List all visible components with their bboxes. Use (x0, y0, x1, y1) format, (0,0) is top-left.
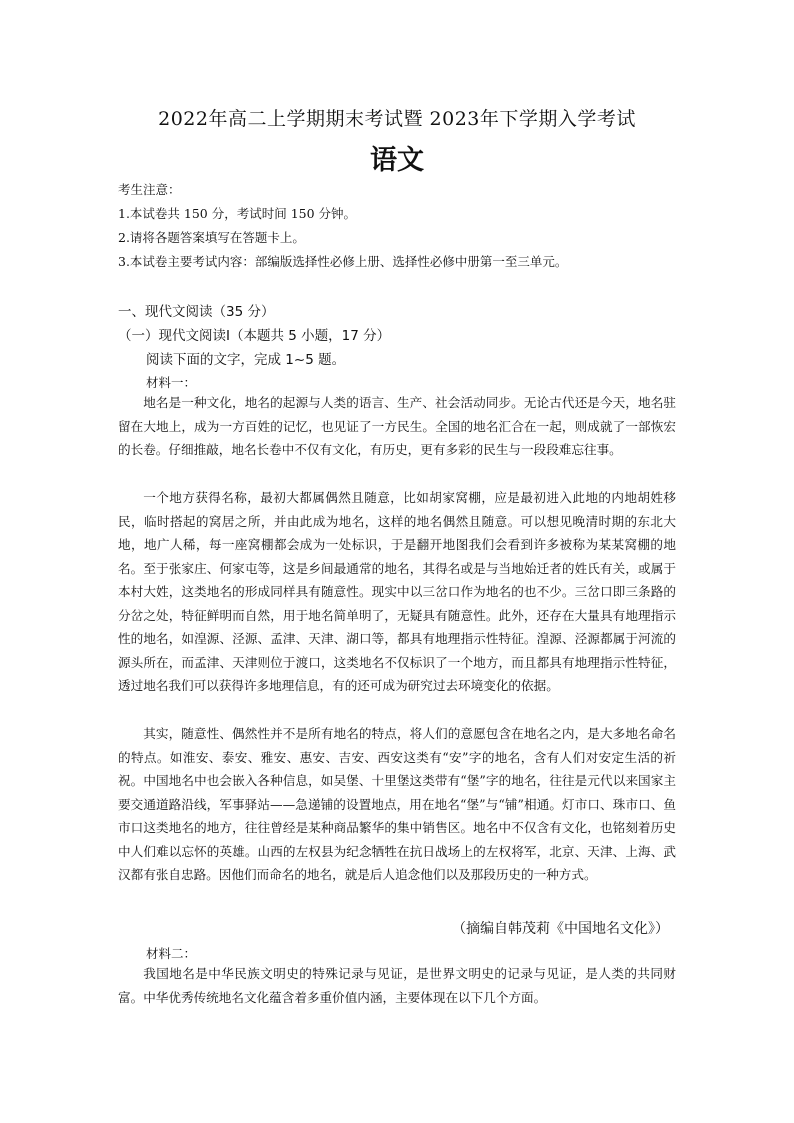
reading-instruction: 阅读下面的文字，完成 1~5 题。 (146, 352, 346, 368)
notice-item: 2.请将各题答案填写在答题卡上。 (118, 230, 305, 245)
source-citation: （摘编自韩茂莉《中国地名文化》） (452, 921, 669, 937)
notice-item: 3.本试卷主要考试内容：部编版选择性必修上册、选择性必修中册第一至三单元。 (118, 254, 568, 269)
subject-title: 语文 (370, 145, 424, 176)
material-label: 材料一： (146, 375, 197, 390)
material-label: 材料二： (146, 946, 197, 961)
exam-title: 2022年高二上学期期末考试暨 2023年下学期入学考试 (158, 108, 636, 130)
body-paragraph: 其实，随意性、偶然性并不是所有地名的特点，将人们的意愿包含在地名之内，是大多地名命名的特点。如淮安、泰安、雅安、惠安、吉安、西安这类有“安”字的地名，含有人们对安定生活的祈祝。中国地名中也会嵌入各种信息，如吴堡、十里堡这类带有“堡”字的地名，往往是元代以来国家主要交通道路沿线，军事驿站——急递铺的设置地点，用在地名“堡”与“铺”相通。灯市口、珠市口、鱼市口这类地名的地方，往往曾经是某种商品繁华的集中销售区。地名中不仅含有文化，也铭刻着历史中人们难以忘怀的英雄。山西的左权县为纪念牺牲在抗日战场上的左权将军，北京、天津、上海、武汉都有张自忠路。因他们而命名的地名，就是后人追念他们以及那段历史的一种方式。 (118, 726, 676, 882)
section-heading: 一、现代文阅读（35 分） (118, 304, 275, 320)
subsection-heading: （一）现代文阅读Ⅰ（本题共 5 小题，17 分） (118, 328, 391, 344)
notice-item: 1.本试卷共 150 分，考试时间 150 分钟。 (118, 206, 357, 221)
body-paragraph: 地名是一种文化，地名的起源与人类的语言、生产、社会活动同步。无论古代还是今天，地名驻留在大地上，成为一方百姓的记忆，也见证了一方民生。全国的地名汇合在一起，则成就了一部恢宏的长卷。仔细推敲，地名长卷中不仅有文化，有历史，更有多彩的民生与一段段难忘往事。 (118, 395, 676, 457)
body-paragraph: 一个地方获得名称，最初大都属偶然且随意，比如胡家窝棚，应是最初进入此地的内地胡姓移民，临时搭起的窝居之所，并由此成为地名，这样的地名偶然且随意。可以想见晚清时期的东北大地，地广人稀，每一座窝棚都会成为一处标识，于是翻开地图我们会看到许多被称为某某窝棚的地名。至于张家庄、何家屯等，这是乡间最通常的地名，其得名或是与当地始迁者的姓氏有关，或属于本村大姓，这类地名的形成同样具有随意性。现实中以三岔口作为地名的也不少。三岔口即三条路的分岔之处，特征鲜明而自然，用于地名简单明了，无疑具有随意性。此外，还存在大量具有地理指示性的地名，如湟源、泾源、孟津、天津、湖口等，都具有地理指示性特征。湟源、泾源都属于河流的源头所在，而孟津、天津则位于渡口，这类地名不仅标识了一个地方，而且都具有地理指示性特征，透过地名我们可以获得许多地理信息，有的还可成为研究过去环境变化的依据。 (118, 490, 676, 693)
body-paragraph: 我国地名是中华民族文明史的特殊记录与见证，是世界文明史的记录与见证，是人类的共同财富。中华优秀传统地名文化蕴含着多重价值内涵，主要体现在以下几个方面。 (118, 966, 676, 1005)
notice-heading: 考生注意： (118, 182, 181, 197)
